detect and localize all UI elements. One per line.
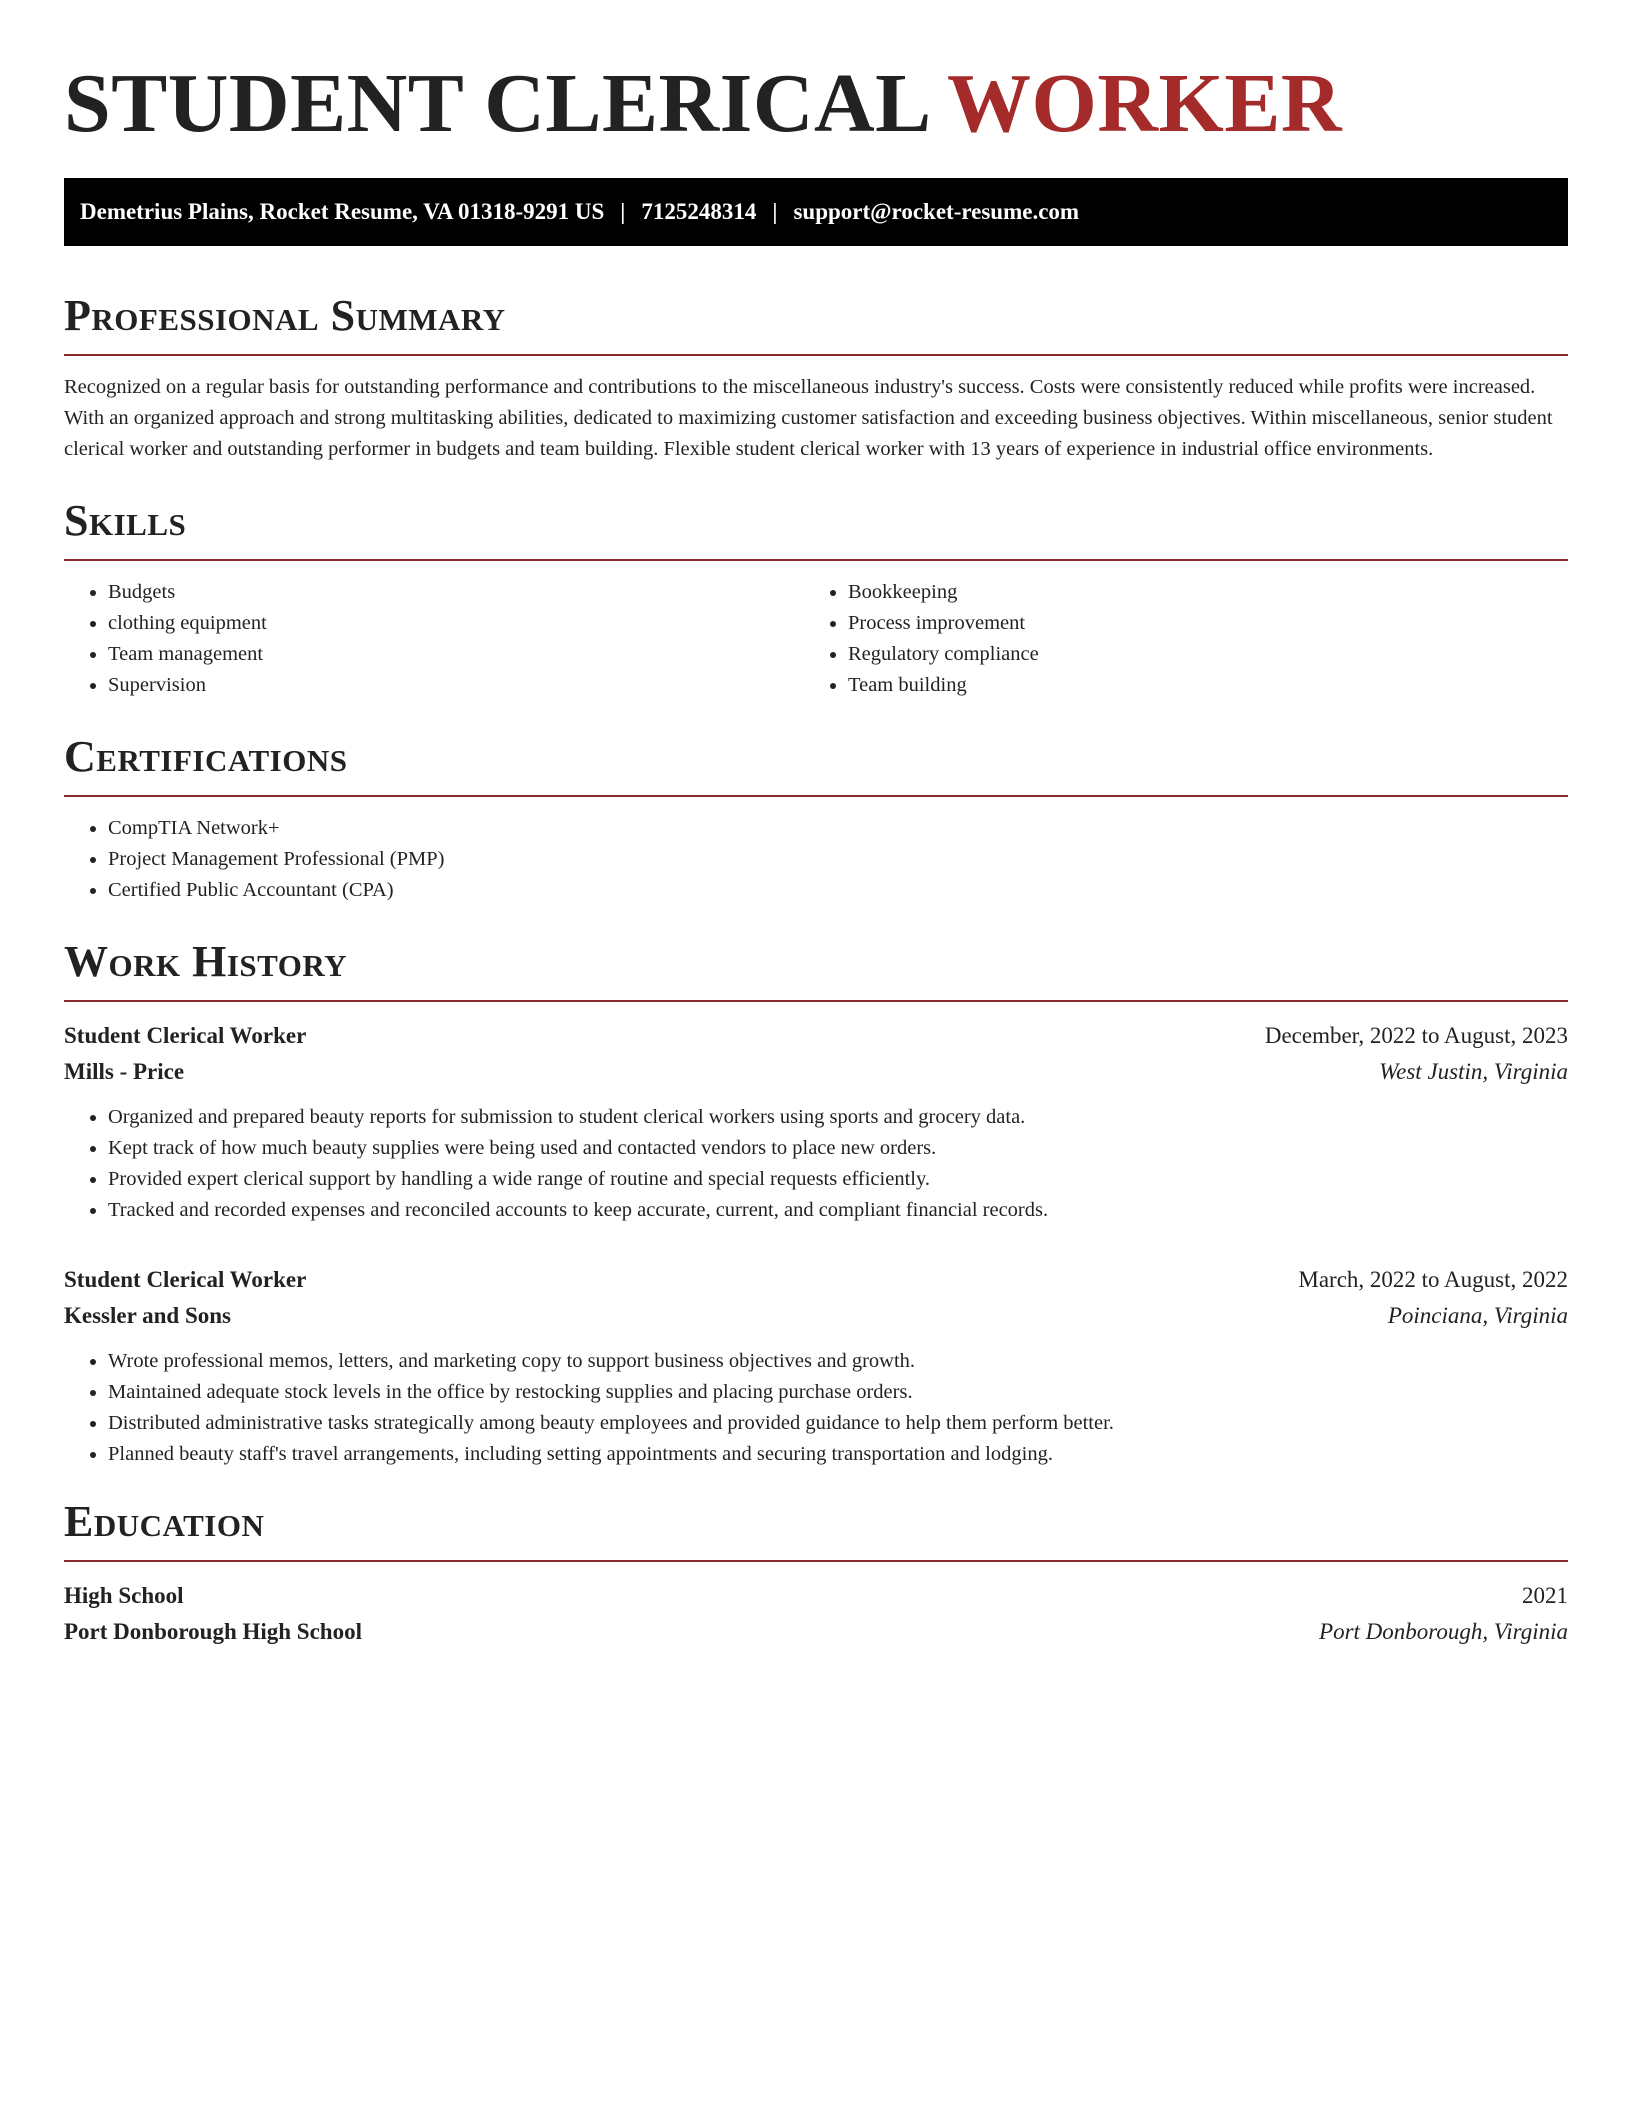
section-divider (64, 354, 1568, 356)
job-dates: March, 2022 to August, 2022 (1298, 1267, 1568, 1292)
job-title: Student Clerical Worker (64, 1023, 307, 1048)
skills-list-right (804, 577, 1568, 701)
certifications-list (64, 813, 1568, 906)
section-divider (64, 1000, 1568, 1002)
work-history-heading: Work History (64, 937, 348, 986)
education-section (64, 1496, 1568, 1650)
job-bullets (64, 1102, 1568, 1226)
name-main: STUDENT CLERICAL (64, 57, 928, 150)
job-header-row (64, 1018, 1568, 1054)
summary-heading: Professional Summary (64, 291, 506, 340)
contact-phone: 7125248314 (641, 199, 757, 224)
education-header-row (64, 1578, 1568, 1614)
contact-separator: | (772, 199, 778, 224)
work-history-section (64, 936, 1568, 1470)
job-title: Student Clerical Worker (64, 1267, 307, 1292)
summary-section (64, 290, 1568, 465)
job-location: West Justin, Virginia (1379, 1059, 1568, 1084)
job-location: Poinciana, Virginia (1387, 1303, 1568, 1328)
skills-list-left (64, 577, 804, 701)
job-bullet: • Kept track of how much beauty supplies were being used and contacted vendors to place new orders. (108, 1133, 1568, 1164)
job-dates: December, 2022 to August, 2023 (1264, 1023, 1568, 1048)
contact-email: support@rocket-resume.com (793, 199, 1080, 224)
education-location: Port Donborough, Virginia (1319, 1619, 1568, 1644)
skill-item: • Budgets (108, 577, 804, 608)
contact-bar (64, 178, 1568, 246)
education-heading: Education (64, 1497, 265, 1546)
job-entry (64, 1018, 1568, 1226)
job-bullets (64, 1346, 1568, 1470)
skill-item: • Regulatory compliance (848, 639, 1568, 670)
skill-item: • Bookkeeping (848, 577, 1568, 608)
job-bullet: • Provided expert clerical support by handling a wide range of routine and special requests efficiently. (108, 1164, 1568, 1195)
job-company: Kessler and Sons (64, 1303, 232, 1328)
section-divider (64, 1560, 1568, 1562)
education-entry (64, 1578, 1568, 1650)
job-company: Mills - Price (64, 1059, 185, 1084)
skill-item: • clothing equipment (108, 608, 804, 639)
education-degree: High School (64, 1583, 184, 1608)
job-entry (64, 1262, 1568, 1470)
certification-item: • CompTIA Network+ (108, 813, 1568, 844)
contact-address: Demetrius Plains, Rocket Resume, VA 01318-9291 US (80, 199, 605, 224)
job-bullet: • Wrote professional memos, letters, and marketing copy to support business objectives and growth. (108, 1346, 1568, 1377)
name-accent: WORKER (947, 57, 1343, 150)
certification-item: • Project Management Professional (PMP) (108, 844, 1568, 875)
skill-item: • Team building (848, 670, 1568, 701)
job-bullet: • Tracked and recorded expenses and reconciled accounts to keep accurate, current, and compliant financial records. (108, 1195, 1568, 1226)
section-divider (64, 795, 1568, 797)
skills-section (64, 495, 1568, 701)
job-bullet: • Maintained adequate stock levels in the office by restocking supplies and placing purchase orders. (108, 1377, 1568, 1408)
summary-text: Recognized on a regular basis for outstanding performance and contributions to the miscellaneous industry's success. Costs were consistently reduced while profits were increased. With an organized approach and strong multitasking abilities, dedicated to maximizing customer satisfaction and exceeding business objectives. Within miscellaneous, senior student clerical worker and outstanding performer in budgets and team building. Flexible student clerical worker with 13 years of experience in industrial office environments. (64, 376, 1553, 460)
job-company-row (64, 1298, 1568, 1334)
certifications-section (64, 731, 1568, 906)
job-bullet: • Distributed administrative tasks strategically among beauty employees and provided guidance to help them perform better. (108, 1408, 1568, 1439)
education-school: Port Donborough High School (64, 1619, 362, 1644)
certification-item: • Certified Public Accountant (CPA) (108, 875, 1568, 906)
education-school-row (64, 1614, 1568, 1650)
job-bullet: • Planned beauty staff's travel arrangements, including setting appointments and securing transportation and lodging. (108, 1439, 1568, 1470)
resume-name (64, 58, 1568, 150)
job-header-row (64, 1262, 1568, 1298)
skills-grid (64, 561, 1568, 701)
job-bullet: • Organized and prepared beauty reports for submission to student clerical workers using sports and grocery data. (108, 1102, 1568, 1133)
skills-heading: Skills (64, 496, 187, 545)
contact-separator: | (620, 199, 626, 224)
job-company-row (64, 1054, 1568, 1090)
education-year: 2021 (1522, 1583, 1568, 1608)
skill-item: • Team management (108, 639, 804, 670)
certifications-heading: Certifications (64, 732, 348, 781)
skill-item: • Process improvement (848, 608, 1568, 639)
skill-item: • Supervision (108, 670, 804, 701)
